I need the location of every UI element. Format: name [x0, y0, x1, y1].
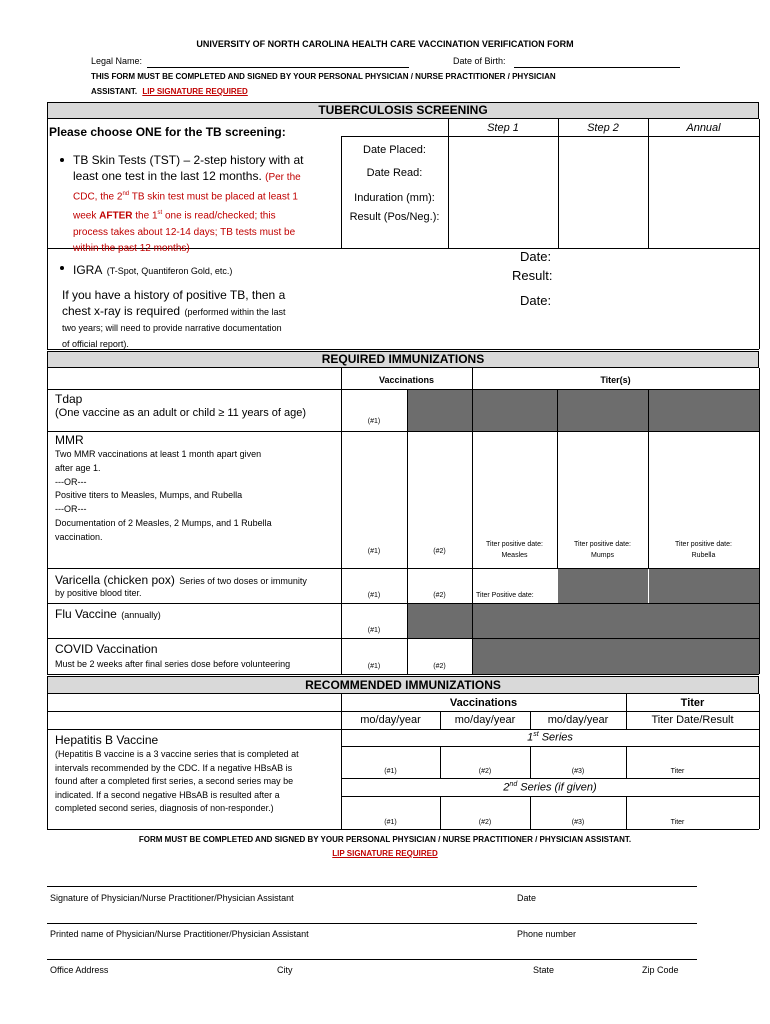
hepb-s1-n1: (#1) [384, 768, 397, 775]
tst-line6: within the past 12 months) [73, 242, 190, 254]
varicella-sub2: by positive blood titer. [55, 588, 142, 598]
induration-label: Induration (mm): [354, 192, 435, 204]
hepb-line: indicated. If a second negative HBsAB is resulted after a [55, 789, 280, 800]
hepb-s2-n1: (#1) [384, 819, 397, 826]
printed-name-label: Printed name of Physician/Nurse Practitioner/Physician Assistant [50, 929, 309, 939]
xray-line2a: chest x-ray is required [62, 304, 181, 318]
igra-result-field[interactable] [560, 270, 750, 283]
flu-title-row [55, 605, 161, 623]
lip-required-notice: LIP SIGNATURE REQUIRED [142, 87, 248, 96]
igra-label [73, 261, 232, 279]
series2-text: Series (if given) [517, 781, 597, 794]
varicella-n2: (#2) [433, 592, 446, 599]
city-field[interactable] [275, 943, 525, 957]
mmr-n2: (#2) [433, 548, 446, 555]
series1-num: 1 [527, 731, 534, 744]
col-annual: Annual [686, 122, 721, 134]
modayyear-3: mo/day/year [547, 714, 609, 726]
varicella-n1: (#1) [367, 592, 381, 599]
hepb-line: (Hepatitis B vaccine is a 3 vaccine series that is completed at [55, 749, 299, 759]
igra-date-label: Date: [520, 249, 552, 264]
state-label: State [533, 965, 555, 975]
covid-title: COVID Vaccination [55, 642, 158, 656]
xray-line2 [62, 303, 352, 320]
legal-name-field[interactable] [150, 56, 406, 67]
mmr-title: MMR [55, 433, 84, 447]
tst-red-f: one is read/checked; this [162, 210, 276, 222]
titer-pos-date: Titer positive date: [675, 541, 732, 548]
tst-red-c: TB skin test must be placed at least 1 [129, 191, 298, 203]
tst-line3 [73, 186, 333, 205]
state-field[interactable] [530, 943, 630, 957]
hepb-s1-n2: (#2) [478, 768, 492, 775]
notice-assistant: ASSISTANT. [91, 87, 138, 96]
col-vaccinations: Vaccinations [378, 375, 435, 385]
igra-result-label: Result: [512, 268, 553, 283]
series1-text: Series [538, 731, 573, 744]
mmr-line: Documentation of 2 Measles, 2 Mumps, and 1 Rubella [55, 517, 272, 528]
xray-date-label: Date: [520, 293, 552, 308]
mmr-n1: (#1) [367, 548, 381, 555]
tst-red-d: week [73, 210, 97, 222]
tst-line2 [73, 168, 333, 186]
hepb-s1-n3: (#3) [571, 768, 585, 775]
series1-sup: st [533, 731, 539, 738]
zip-label: Zip Code [642, 965, 679, 975]
hepb-s1-titer: Titer [670, 768, 685, 775]
titer-rubella [648, 539, 759, 561]
city-label: City [277, 965, 293, 975]
flu-sub: (annually) [121, 610, 161, 620]
varicella-title-row [55, 571, 307, 589]
xray-line4: of official report). [62, 339, 129, 349]
tst-red-after: AFTER [99, 210, 133, 222]
mmr-line: vaccination. [55, 531, 103, 542]
hepb-s2-titer: Titer [670, 819, 685, 826]
footer-notice: FORM MUST BE COMPLETED AND SIGNED BY YOUR PERSONAL PHYSICIAN / NURSE PRACTITIONER / PHYSICIAN ASSISTANT. [138, 835, 632, 844]
igra-main: IGRA [73, 263, 103, 277]
hepb-title: Hepatitis B Vaccine [55, 733, 159, 747]
tst-red-b-sup: nd [122, 191, 130, 197]
measles-label: Measles [501, 552, 528, 559]
covid-n2: (#2) [433, 663, 446, 670]
hepb-line: completed second series, diagnosis of non-responder.) [55, 803, 274, 813]
titer-measles [472, 539, 557, 561]
series2-sup: nd [509, 781, 518, 788]
tst-red-e: the 1 [132, 210, 158, 222]
titer-pos-date: Titer positive date: [486, 541, 543, 548]
xray-text [62, 287, 352, 352]
date-read-label: Date Read: [366, 167, 423, 179]
tst-red-a: (Per the [265, 172, 301, 183]
tst-red-b: CDC, the 2 [73, 191, 123, 203]
xray-line1: If you have a history of positive TB, then a [62, 288, 286, 302]
rec-col-vaccinations: Vaccinations [449, 697, 518, 709]
mmr-line: ---OR--- [55, 476, 87, 487]
flu-n1: (#1) [367, 627, 381, 634]
tdap-title: Tdap [55, 392, 83, 406]
modayyear-1: mo/day/year [360, 714, 421, 726]
hepb-line: found after a completed first series, a second series may be [55, 776, 294, 786]
dob-label: Date of Birth: [453, 56, 506, 66]
hepb-line: intervals recommended by the CDC. If a negative HBsAB is [55, 762, 293, 773]
recommended-heading: RECOMMENDED IMMUNIZATIONS [305, 678, 501, 692]
zip-field[interactable] [640, 943, 695, 957]
series2-label [341, 781, 759, 794]
mmr-description [55, 448, 272, 545]
covid-n1: (#1) [367, 663, 381, 670]
tdap-sub: (One vaccine as an adult or child ≥ 11 years of age) [55, 407, 307, 419]
titer-pos-date: Titer positive date: [574, 541, 631, 548]
signature-label: Signature of Physician/Nurse Practitioner/Physician Assistant [50, 893, 294, 903]
tst-line1: TB Skin Tests (TST) – 2-step history with at [73, 153, 304, 167]
office-address-field[interactable] [50, 943, 270, 957]
tst-line2-text: least one test in the last 12 months. [73, 169, 262, 183]
xray-line2b: (performed within the last [184, 307, 286, 317]
varicella-titer: Titer Positive date: [476, 592, 534, 599]
signature-field[interactable] [50, 870, 490, 884]
required-heading: REQUIRED IMMUNIZATIONS [321, 352, 485, 366]
mmr-line: Two MMR vaccinations at least 1 month apart given [55, 449, 262, 459]
tb-heading: TUBERCULOSIS SCREENING [318, 103, 488, 117]
flu-title: Flu Vaccine [55, 607, 117, 621]
mmr-line: after age 1. [55, 462, 101, 473]
modayyear-2: mo/day/year [454, 714, 516, 726]
mmr-line: ---OR--- [55, 504, 87, 515]
varicella-title: Varicella (chicken pox) [55, 573, 175, 587]
signature-date-field[interactable] [515, 870, 695, 884]
tdap-n1: (#1) [367, 418, 381, 425]
tb-choose-label: Please choose ONE for the TB screening: [49, 125, 286, 139]
col-step1: Step 1 [487, 122, 519, 134]
varicella-sub1: Series of two doses or immunity [179, 576, 307, 586]
printed-name-field[interactable] [50, 907, 490, 921]
dob-field[interactable] [516, 56, 678, 67]
hepb-s2-n3: (#3) [571, 819, 585, 826]
legal-name-label: Legal Name: [91, 56, 143, 66]
date-placed-label: Date Placed: [363, 144, 426, 156]
form-title: UNIVERSITY OF NORTH CAROLINA HEALTH CARE VACCINATION VERIFICATION FORM [196, 39, 574, 49]
titer-date-result: Titer Date/Result [651, 714, 734, 726]
tst-description [73, 152, 333, 257]
phone-label: Phone number [517, 929, 577, 939]
result-posneg-label: Result (Pos/Neg.): [349, 211, 440, 223]
mumps-label: Mumps [591, 552, 614, 559]
mmr-line: Positive titers to Measles, Mumps, and Rubella [55, 490, 243, 501]
tst-red-e-sup: st [157, 210, 163, 217]
col-step2: Step 2 [587, 122, 619, 134]
tst-line4 [73, 205, 333, 224]
series2-num: 2 [503, 781, 510, 794]
col-titers: Titer(s) [600, 375, 631, 385]
covid-sub: Must be 2 weeks after final series dose before volunteering [55, 659, 291, 669]
footer-lip-required: LIP SIGNATURE REQUIRED [332, 849, 438, 858]
notice-line2 [91, 87, 248, 96]
tst-line5: process takes about 12-14 days; TB tests must be [73, 226, 296, 238]
titer-mumps [557, 539, 648, 561]
rec-col-titer: Titer [680, 697, 705, 709]
hepb-s2-n2: (#2) [478, 819, 492, 826]
xray-line3: two years; will need to provide narrative documentation [62, 323, 282, 333]
igra-detail: (T-Spot, Quantiferon Gold, etc.) [106, 266, 233, 276]
xray-date-field[interactable] [560, 295, 750, 308]
office-address-label: Office Address [50, 965, 109, 975]
rubella-label: Rubella [691, 552, 716, 559]
date-label: Date [517, 893, 537, 903]
phone-field[interactable] [515, 907, 695, 921]
hepb-description [55, 748, 299, 816]
igra-date-field[interactable] [560, 251, 750, 264]
series1-label [341, 731, 759, 744]
notice-line1: THIS FORM MUST BE COMPLETED AND SIGNED BY YOUR PERSONAL PHYSICIAN / NURSE PRACTITIONER / PHYSICIAN [91, 72, 556, 81]
